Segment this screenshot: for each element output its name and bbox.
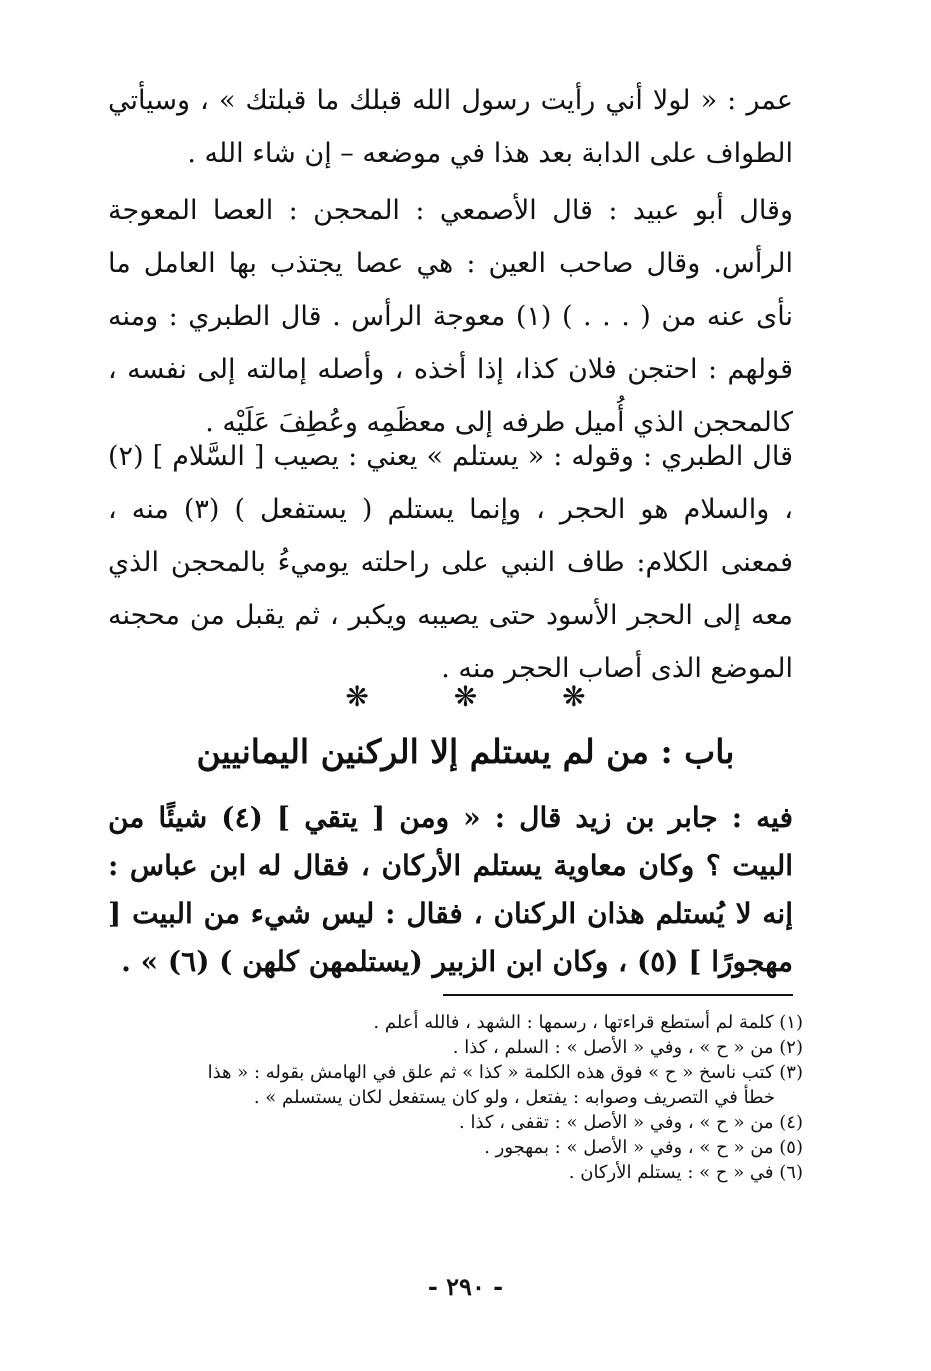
footnote-divider (443, 994, 793, 996)
section-separator (0, 680, 931, 713)
footnote-1: (١) كلمة لم أستطع قراءتها ، رسمها : الشهد ، فالله أعلم . (373, 1012, 803, 1033)
footnote-3: (٣) كتب ناسخ « ح » فوق هذه الكلمة « كذا » ثم علق في الهامش بقوله : « هذا (207, 1062, 803, 1083)
body-paragraph-3: قال الطبري : وقوله : « يستلم » يعني : يصيب [ السَّلام ] (٢) ، والسلام هو الحجر ، وإنما يستلم ( يستفعل ) (٣) منه ، فمعنى الكلام: طاف النبي على راحلته يوميءُ بالمحجن الذي معه إلى الحجر الأسود حتى يصيبه ويكبر ، ثم يقبل من محجنه الموضع الذى أصاب الحجر منه . (108, 441, 793, 684)
asterism-icon: ❋ (562, 680, 586, 713)
chapter-title: باب : من لم يستلم إلا الركنين اليمانيين (196, 732, 735, 771)
footnote-6: (٦) في « ح » : يستلم الأركان . (568, 1162, 803, 1183)
footnote-5: (٥) من « ح » ، وفي « الأصل » : بمهجور . (484, 1137, 803, 1158)
footnote-2: (٢) من « ح » ، وفي « الأصل » : السلم ، كذا . (452, 1037, 803, 1058)
footnotes (103, 1010, 803, 1185)
footnote-4: (٤) من « ح » ، وفي « الأصل » : تقفى ، كذا . (459, 1112, 803, 1133)
page-number: - ٢٩٠ - (427, 1272, 504, 1301)
asterism-icon: ❋ (345, 680, 369, 713)
chapter-text: فيه : جابر بن زيد قال : « ومن [ يتقي ] (٤) شيئًا من البيت ؟ وكان معاوية يستلم الأركان ، فقال له ابن عباس : إنه لا يُستلم هذان الركنان ، فقال : ليس شيء من البيت [ مهجورًا ] (٥) ، وكان ابن الزبير (يستلمهن كلهن ) (٦) » . (108, 801, 794, 978)
body-paragraph-2: وقال أبو عبيد : قال الأصمعي : المحجن : العصا المعوجة الرأس. وقال صاحب العين : هي عصا يجتذب بها العامل ما نأى عنه من ( . . . ) (١) معوجة الرأس . قال الطبري : ومنه قولهم : احتجن فلان كذا، إذا أخذه ، وأصله إمالته إلى نفسه ، كالمحجن الذي أُميل طرفه إلى معظَمِه وعُطِفَ عَلَيْه . (108, 195, 793, 438)
footnote-3-continuation: خطأ في التصريف وصوابه : يفتعل ، ولو كان يستفعل لكان يستسلم » . (253, 1087, 775, 1108)
body-paragraph-1: عمر : « لولا أني رأيت رسول الله قبلك ما قبلتك » ، وسيأتي الطواف على الدابة بعد هذا في موضعه – إن شاء الله . (108, 85, 793, 169)
asterism-icon: ❋ (453, 680, 478, 713)
